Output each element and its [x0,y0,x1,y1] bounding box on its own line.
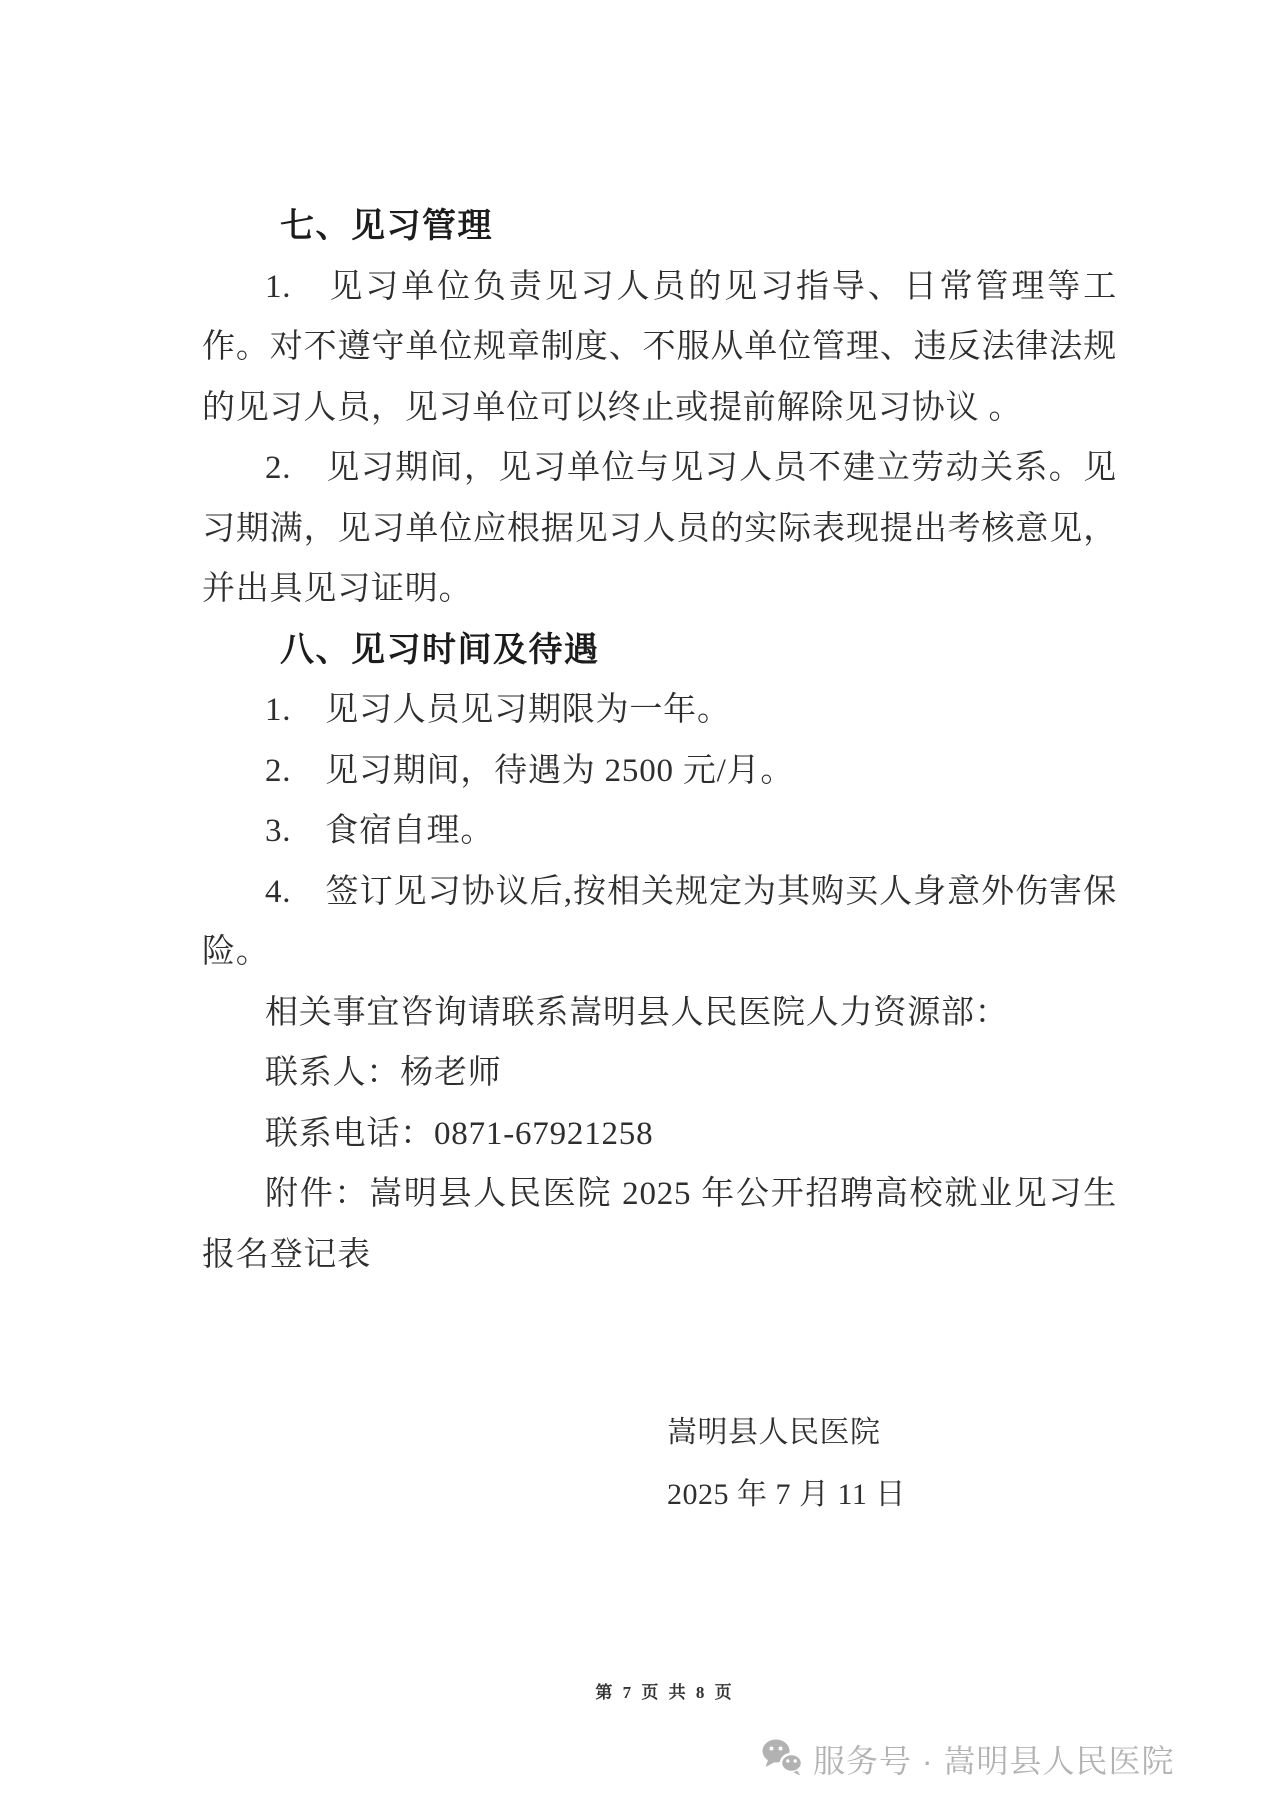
section-8-item-4: 4. 签订见习协议后,按相关规定为其购买人身意外伤害保险。 [202,873,1117,970]
section-8-item-2: 2. 见习期间，待遇为 2500 元/月。 [265,752,795,789]
section-7-paragraph-1: 1. 见习单位负责见习人员的见习指导、日常管理等工作。对不遵守单位规章制度、不服从单位管理、违反法律法规的见习人员，见习单位可以终止或提前解除见习协议 。 [202,268,1117,426]
section-7-heading: 七、见习管理 [280,207,493,245]
wechat-icon [760,1738,804,1780]
contact-intro: 相关事宜咨询请联系嵩明县人民医院人力资源部： [265,994,1009,1031]
page-number-indicator: 第 7 页 共 8 页 [595,1683,735,1702]
document-body [202,196,1117,1285]
section-8-item-1: 1. 见习人员见习期限为一年。 [265,692,731,728]
wechat-banner-label: 服务号 · 嵩明县人民医院 [813,1743,1175,1779]
section-7-paragraph-2: 2. 见习期间，见习单位与见习人员不建立劳动关系。见习期满，见习单位应根据见习人员的实际表现提出考核意见，并出具见习证明。 [202,450,1117,607]
signature-org: 嵩明县人民医院 [667,1416,881,1449]
attachment-line: 附件：嵩明县人民医院 2025 年公开招聘高校就业见习生报名登记表 [202,1176,1117,1273]
contact-person: 联系人：杨老师 [265,1055,502,1091]
contact-phone: 联系电话：0871-67921258 [265,1115,654,1152]
wechat-service-banner [760,1736,1174,1782]
signature-date: 2025 年 7 月 11 日 [667,1478,906,1511]
section-8-heading: 八、见习时间及待遇 [280,630,600,669]
section-8-item-3: 3. 食宿自理。 [265,813,495,849]
signature-block [667,1402,906,1526]
